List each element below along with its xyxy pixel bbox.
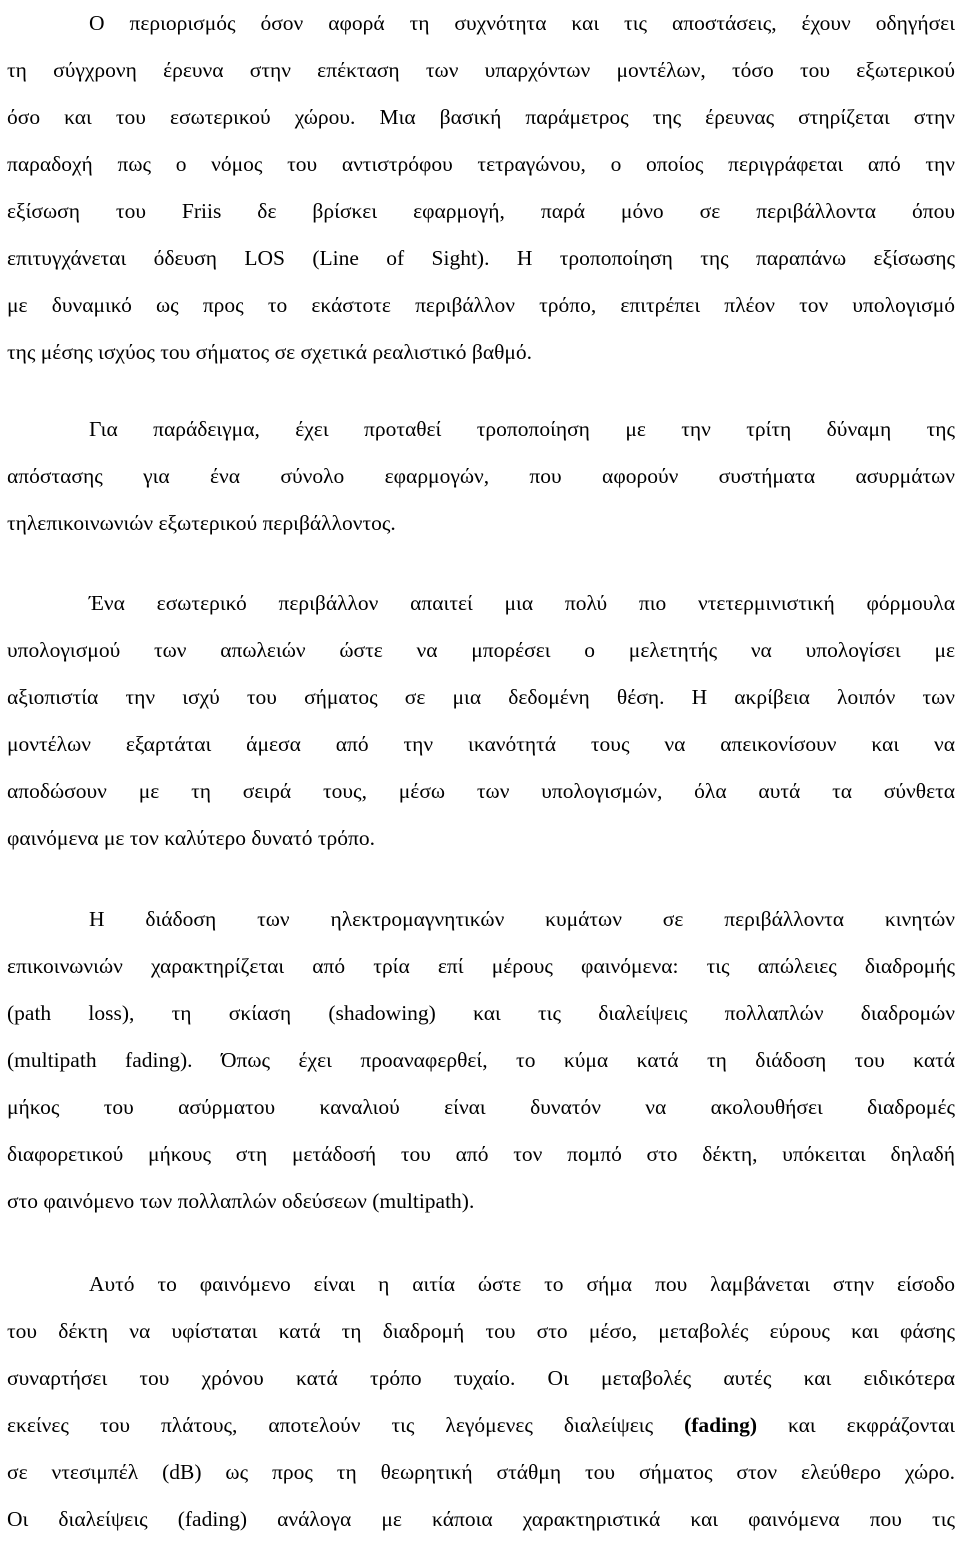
text-line: (path loss), τη σκίαση (shadowing) και τις διαλείψεις πολλαπλών διαδρομών [7,1001,955,1025]
paragraph [7,580,955,862]
text-line: τη σύγχρονη έρευνα στην επέκταση των υπαρχόντων μοντέλων, τόσο του εξωτερικού [7,58,955,82]
text-line: Ο περιορισμός όσον αφορά τη συχνότητα και τις αποστάσεις, έχουν οδηγήσει [89,11,955,35]
text-line: αποδώσουν με τη σειρά τους, μέσω των υπολογισμών, όλα αυτά τα σύνθετα [7,779,955,803]
text-line: της μέσης ισχύος του σήματος σε σχετικά ρεαλιστικό βαθμό. [7,340,533,364]
paragraph [7,0,955,376]
text-line [7,1402,955,1449]
text-run: εκείνες του πλάτους, αποτελούν τις λεγόμενες διαλείψεις [7,1413,654,1437]
text-line: μοντέλων εξαρτάται άμεσα από την ικανότητά τους να απεικονίσουν και να [7,732,955,756]
text-line: σε ντεσιμπέλ (dB) ως προς τη θεωρητική στάθμη του σήματος στον ελεύθερο χώρο. [7,1460,955,1484]
bold-term: (fading) [684,1413,757,1437]
text-line: τηλεπικοινωνιών εξωτερικού περιβάλλοντος. [7,511,396,535]
text-line: παραδοχή πως ο νόμος του αντιστρόφου τετραγώνου, ο οποίος περιγράφεται από την [7,152,955,176]
text-line: Η διάδοση των ηλεκτρομαγνητικών κυμάτων σε περιβάλλοντα κινητών [89,907,955,931]
paragraph [7,896,955,1225]
text-line: εξίσωση του Friis δε βρίσκει εφαρμογή, παρά μόνο σε περιβάλλοντα όπου [7,199,955,223]
text-line: Για παράδειγμα, έχει προταθεί τροποποίηση με την τρίτη δύναμη της [89,417,955,441]
text-line: Οι διαλείψεις (fading) ανάλογα με κάποια χαρακτηριστικά και φαινόμενα που τις [7,1507,955,1531]
text-run: και εκφράζονται [787,1413,956,1437]
text-line: αξιοπιστία την ισχύ του σήματος σε μια δεδομένη θέση. Η ακρίβεια λοιπόν των [7,685,955,709]
text-line: με δυναμικό ως προς το εκάστοτε περιβάλλον τρόπο, επιτρέπει πλέον τον υπολογισμό [7,293,955,317]
text-line: διαφορετικού μήκους στη μετάδοσή του από τον πομπό στο δέκτη, υπόκειται δηλαδή [7,1142,955,1166]
text-line: επιτυγχάνεται όδευση LOS (Line of Sight). Η τροποποίηση της παραπάνω εξίσωσης [7,246,955,270]
paragraph [7,1261,955,1543]
text-line: υπολογισμού των απωλειών ώστε να μπορέσει ο μελετητής να υπολογίσει με [7,638,955,662]
text-line: μήκος του ασύρματου καναλιού είναι δυνατόν να ακολουθήσει διαδρομές [7,1095,955,1119]
text-line: Ένα εσωτερικό περιβάλλον απαιτεί μια πολύ πιο ντετερμινιστική φόρμουλα [89,591,955,615]
text-line: στο φαινόμενο των πολλαπλών οδεύσεων (multipath). [7,1189,475,1213]
text-line: (multipath fading). Όπως έχει προαναφερθεί, το κύμα κατά τη διάδοση του κατά [7,1048,955,1072]
text-line: επικοινωνιών χαρακτηρίζεται από τρία επί μέρους φαινόμενα: τις απώλειες διαδρομής [7,954,955,978]
text-line: όσο και του εσωτερικού χώρου. Μια βασική παράμετρος της έρευνας στηρίζεται στην [7,105,955,129]
text-line: του δέκτη να υφίσταται κατά τη διαδρομή του στο μέσο, μεταβολές εύρους και φάσης [7,1319,955,1343]
paragraph [7,406,955,547]
text-line: Αυτό το φαινόμενο είναι η αιτία ώστε το σήμα που λαμβάνεται στην είσοδο [89,1272,955,1296]
text-line: συναρτήσει του χρόνου κατά τρόπο τυχαίο. Οι μεταβολές αυτές και ειδικότερα [7,1366,955,1390]
text-line: απόστασης για ένα σύνολο εφαρμογών, που αφορούν συστήματα ασυρμάτων [7,464,955,488]
text-line: φαινόμενα με τον καλύτερο δυνατό τρόπο. [7,826,375,850]
